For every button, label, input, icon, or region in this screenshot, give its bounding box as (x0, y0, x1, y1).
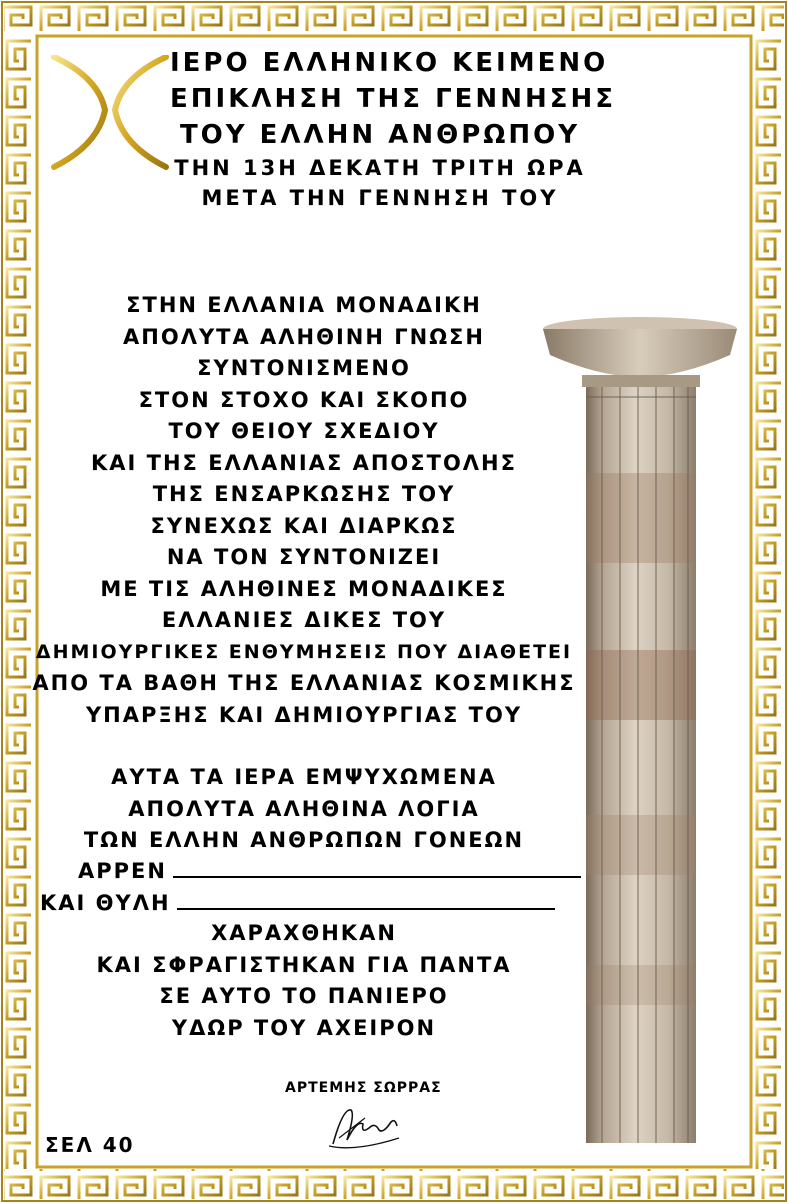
phyle-fill-line (40, 890, 555, 915)
subtitle-line: ΤΗΝ 13Η ΔΕΚΑΤΗ ΤΡΙΤΗ ΩΡΑ (174, 156, 586, 180)
text-line: ΥΠΑΡΞΗΣ ΚΑΙ ΔΗΜΙΟΥΡΓΙΑΣ ΤΟΥ (85, 702, 523, 727)
text-line: ΔΗΜΙΟΥΡΓΙΚΕΣ ΕΝΘΥΜΗΣΕΙΣ ΠΟΥ ΔΙΑΘΕΤΕΙ (35, 640, 573, 663)
arren-fill-line (78, 858, 581, 883)
text-line: ΣΕ ΑΥΤΟ ΤΟ ΠΑΝΙΕΡΟ (159, 984, 449, 1008)
page-number: ΣΕΛ 40 (45, 1133, 135, 1157)
text-line: ΣΤΟΝ ΣΤΟΧΟ ΚΑΙ ΣΚΟΠΟ (138, 387, 470, 412)
title-line: ΕΠΙΚΛΗΣΗ ΤΗΣ ΓΕΝΝΗΣΗΣ (170, 84, 616, 114)
arren-label: ΑΡΡΕΝ (78, 859, 167, 883)
golden-symbol-icon (50, 55, 170, 170)
title-line: ΙΕΡΟ ΕΛΛΗΝΙΚΟ ΚΕΙΜΕΝΟ (170, 48, 609, 78)
text-line: ΑΠΟΛΥΤΑ ΑΛΗΘΙΝΑ ΛΟΓΙΑ (128, 796, 480, 821)
text-line: ΜΕ ΤΙΣ ΑΛΗΘΙΝΕΣ ΜΟΝΑΔΙΚΕΣ (100, 576, 508, 601)
body-paragraph-3 (30, 918, 578, 1044)
text-line: ΣΥΝΤΟΝΙΣΜΕΝΟ (197, 356, 411, 380)
text-line: ΤΗΣ ΕΝΣΑΡΚΩΣΗΣ ΤΟΥ (152, 482, 456, 506)
text-line: ΣΤΗΝ ΕΛΛΑΝΙΑ ΜΟΝΑΔΙΚΗ (126, 293, 482, 317)
phyle-blank[interactable] (177, 890, 555, 910)
text-line: ΧΑΡΑΧΘΗΚΑΝ (211, 921, 397, 945)
author-name: ΑΡΤΕΜΗΣ ΣΩΡΡΑΣ (285, 1080, 442, 1096)
arren-blank[interactable] (173, 858, 581, 878)
body-paragraph-2 (30, 762, 578, 857)
text-line: ΣΥΝΕΧΩΣ ΚΑΙ ΔΙΑΡΚΩΣ (150, 513, 458, 538)
body-paragraph-1 (30, 290, 578, 731)
text-line: ΚΑΙ ΣΦΡΑΓΙΣΤΗΚΑΝ ΓΙΑ ΠΑΝΤΑ (96, 952, 512, 977)
text-line: ΚΑΙ ΤΗΣ ΕΛΛΑΝΙΑΣ ΑΠΟΣΤΟΛΗΣ (91, 450, 517, 475)
text-line: ΑΠΟΛΥΤΑ ΑΛΗΘΙΝΗ ΓΝΩΣΗ (123, 324, 485, 349)
title-line: ΤΟΥ ΕΛΛΗΝ ΑΝΘΡΩΠΟΥ (179, 120, 581, 150)
subtitle-line: ΜΕΤΑ ΤΗΝ ΓΕΝΝΗΣΗ ΤΟΥ (201, 186, 559, 210)
text-line: ΤΩΝ ΕΛΛΗΝ ΑΝΘΡΩΠΩΝ ΓΟΝΕΩΝ (83, 828, 525, 852)
text-line: ΑΥΤΑ ΤΑ ΙΕΡΑ ΕΜΨΥΧΩΜΕΝΑ (111, 765, 497, 789)
text-line: ΝΑ ΤΟΝ ΣΥΝΤΟΝΙΖΕΙ (166, 545, 442, 569)
text-line: ΥΔΩΡ ΤΟΥ ΑΧΕΙΡΟΝ (171, 1015, 437, 1040)
text-line: ΤΟΥ ΘΕΙΟΥ ΣΧΕΔΙΟΥ (168, 419, 440, 443)
text-line: ΕΛΛΑΝΙΕΣ ΔΙΚΕΣ ΤΟΥ (161, 608, 447, 632)
title-block (170, 45, 616, 213)
text-line: ΑΠΟ ΤΑ ΒΑΘΗ ΤΗΣ ΕΛΛΑΝΙΑΣ ΚΟΣΜΙΚΗΣ (32, 671, 576, 695)
signature-icon (325, 1100, 405, 1155)
phyle-label: ΚΑΙ ΘΥΛΗ (40, 891, 171, 915)
